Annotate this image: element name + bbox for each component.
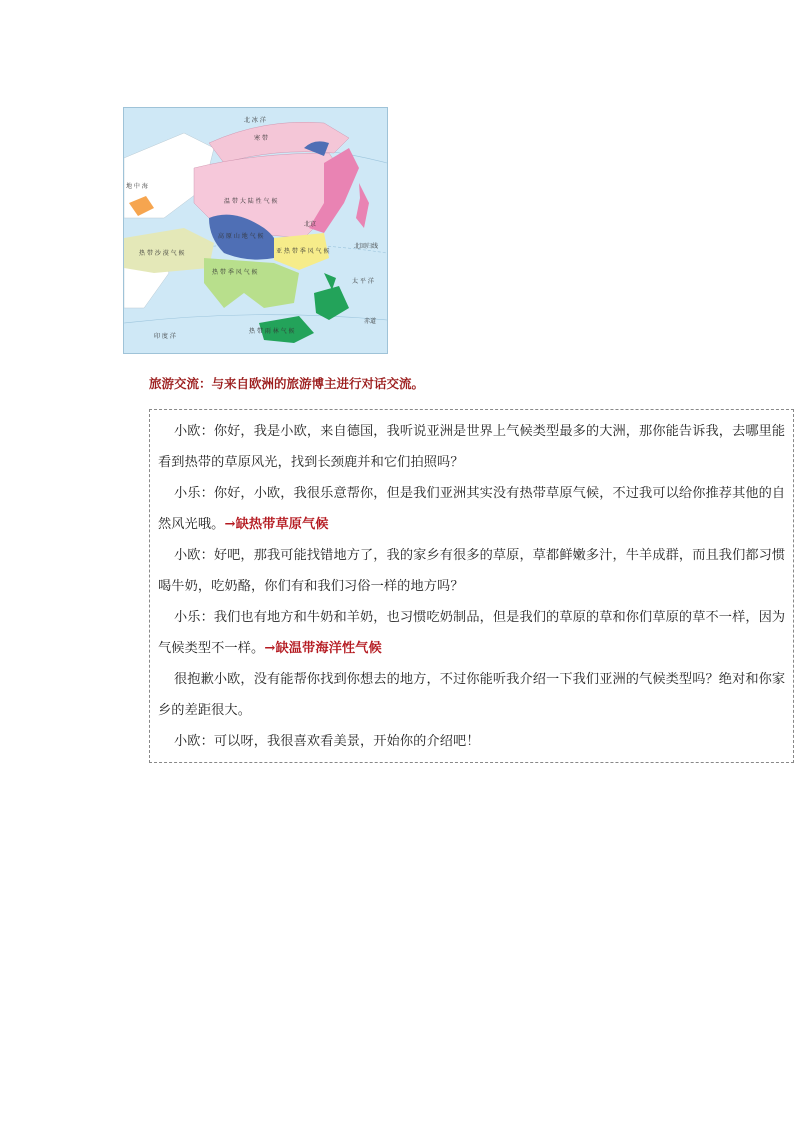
desert-label: 热 带 沙 漠 气 候 — [139, 250, 185, 257]
continental-label: 温 带 大 陆 性 气 候 — [224, 198, 278, 205]
tropical-monsoon-label: 热 带 季 风 气 候 — [212, 269, 258, 276]
dialogue-box — [149, 409, 794, 763]
dialogue-text: 小欧：好吧，那我可能找错地方了，我的家乡有很多的草原，草都鲜嫩多汁，牛羊成群，而且我们都习惯喝牛奶，吃奶酪，你们有和我们习俗一样的地方吗？ — [158, 548, 786, 594]
climate-map-graphic — [124, 108, 387, 353]
missing-climate-note: →缺热带草原气候 — [224, 517, 329, 532]
subtropical-label: 亚 热 带 季 风 气 候 — [276, 248, 330, 255]
dialogue-text: 小乐：你好，小欧，我很乐意帮你，但是我们亚洲其实没有热带草原气候，不过我可以给你推荐其他的自然风光哦。 — [158, 486, 786, 532]
dialogue-line — [158, 540, 787, 602]
indian-ocean-label: 印 度 洋 — [154, 333, 176, 340]
plateau-label: 高 原 山 地 气 候 — [218, 233, 264, 240]
dialogue-line — [158, 602, 787, 664]
dialogue-line — [158, 478, 787, 540]
equator-label: 赤道 — [364, 318, 377, 325]
dialogue-text: 小欧：可以呀，我很喜欢看美景，开始你的介绍吧！ — [174, 734, 480, 749]
missing-climate-note: →缺温带海洋性气候 — [264, 641, 382, 656]
tundra-label: 寒 带 — [254, 135, 268, 142]
mediterranean-label: 地 中 海 — [126, 183, 148, 190]
dialogue-text: 很抱歉小欧，没有能帮你找到你想去的地方，不过你能听我介绍一下我们亚洲的气候类型吗？绝对和你家乡的差距很大。 — [158, 672, 786, 718]
activity-heading: 旅游交流：与来自欧洲的旅游博主进行对话交流。 — [149, 376, 425, 391]
rainforest-label: 热 带 雨 林 气 候 — [249, 328, 295, 335]
dialogue-text: 小乐：我们也有地方和牛奶和羊奶，也习惯吃奶制品，但是我们的草原的草和你们草原的草不一样，因为气候类型不一样。 — [158, 610, 786, 656]
asia-climate-map — [123, 107, 388, 354]
dialogue-line — [158, 664, 787, 726]
tropic-label: 北回归线 — [354, 243, 379, 250]
north-ocean-label: 北 冰 洋 — [244, 117, 266, 124]
dialogue-text: 小欧：你好，我是小欧，来自德国，我听说亚洲是世界上气候类型最多的大洲，那你能告诉我，去哪里能看到热带的草原风光，找到长颈鹿并和它们拍照吗？ — [158, 424, 786, 470]
dialogue-line — [158, 416, 787, 478]
dialogue-line — [158, 726, 787, 757]
beijing-label: 北京 — [304, 221, 317, 228]
pacific-label: 太 平 洋 — [352, 278, 374, 285]
